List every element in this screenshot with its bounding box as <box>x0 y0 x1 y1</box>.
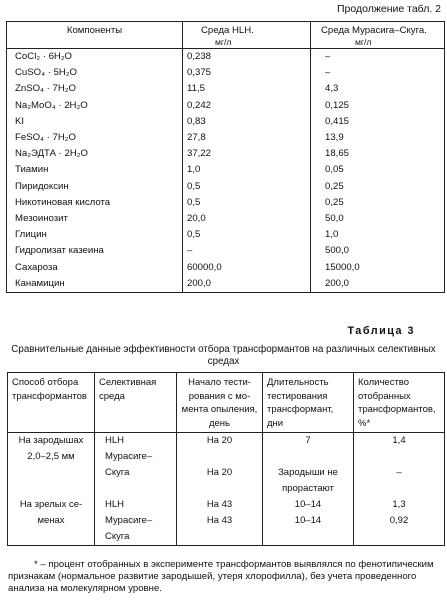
component-name-cell: FeSO₄ · 7H₂O <box>7 130 183 146</box>
start-cell: На 20 <box>177 433 263 450</box>
hlh-value-cell: 1,0 <box>183 162 311 178</box>
table-row <box>7 260 445 276</box>
ms-value-cell: 1,0 <box>311 227 445 243</box>
component-name-cell: CoCl₂ · 6H₂O <box>7 49 183 66</box>
header-components: Компоненты <box>7 22 183 49</box>
component-name-cell: Сахароза <box>7 260 183 276</box>
count-cell <box>354 449 445 465</box>
table-row <box>7 49 445 66</box>
ms-value-cell: 0,05 <box>311 162 445 178</box>
duration-cell: прорастают <box>263 481 354 497</box>
component-name-cell: Пиридоксин <box>7 179 183 195</box>
ms-value-cell: 0,25 <box>311 195 445 211</box>
duration-cell: 10–14 <box>263 497 354 513</box>
start-cell: На 43 <box>177 497 263 513</box>
component-name-cell: Na₂ЭДТА · 2H₂O <box>7 146 183 162</box>
duration-cell: 7 <box>263 433 354 450</box>
table-row <box>8 449 445 465</box>
component-name-cell: ZnSO₄ · 7H₂O <box>7 81 183 97</box>
ms-value-cell: 50,0 <box>311 211 445 227</box>
continuation-label: Продолжение табл. 2 <box>336 3 441 15</box>
ms-value-cell: – <box>311 49 445 66</box>
footnote: * – процент отобранных в эксперименте трансформантов выявлялся по фенотипическим признакам (нормальное развитие зародышей, утеря хлорофилла), без учета проведенного анализа на молекулярном уровне. <box>8 559 434 595</box>
method-cell: 2,0–2,5 мм <box>8 449 95 465</box>
table-row <box>8 513 445 529</box>
hlh-value-cell: 0,375 <box>183 65 311 81</box>
table-row <box>7 65 445 81</box>
ms-value-cell: 0,125 <box>311 98 445 114</box>
header-count: Количество отобранных трансформантов, %* <box>354 373 445 433</box>
hlh-value-cell: 11,5 <box>183 81 311 97</box>
method-cell: менах <box>8 513 95 529</box>
unit-ms: мг/л <box>355 37 372 47</box>
medium-cell: Скуга <box>95 465 177 481</box>
table-row <box>7 211 445 227</box>
hlh-value-cell: 0,5 <box>183 179 311 195</box>
ms-value-cell: 0,25 <box>311 179 445 195</box>
ms-value-cell: 18,65 <box>311 146 445 162</box>
count-cell <box>354 481 445 497</box>
duration-cell: Зародыши не <box>263 465 354 481</box>
hlh-value-cell: – <box>183 243 311 259</box>
table-row <box>7 195 445 211</box>
start-cell <box>177 449 263 465</box>
medium-cell: HLH <box>95 497 177 513</box>
table-row <box>7 243 445 259</box>
header-duration: Длительность тестирования трансформант, дни <box>263 373 354 433</box>
hlh-value-cell: 0,238 <box>183 49 311 66</box>
component-name-cell: Гидролизат казеина <box>7 243 183 259</box>
hlh-value-cell: 37,22 <box>183 146 311 162</box>
hlh-value-cell: 60000,0 <box>183 260 311 276</box>
hlh-value-cell: 200,0 <box>183 276 311 293</box>
hlh-value-cell: 27,8 <box>183 130 311 146</box>
table-row <box>7 162 445 178</box>
table-row <box>8 465 445 481</box>
method-cell <box>8 465 95 481</box>
unit-hlh: мг/л <box>215 37 232 47</box>
ms-value-cell: – <box>311 65 445 81</box>
medium-cell <box>95 481 177 497</box>
table-row <box>7 227 445 243</box>
count-cell: 1,4 <box>354 433 445 450</box>
table-3-label: Таблица 3 <box>347 325 415 337</box>
hlh-value-cell: 20,0 <box>183 211 311 227</box>
table-row <box>7 146 445 162</box>
ms-value-cell: 500,0 <box>311 243 445 259</box>
header-ms: Среда Мурасига–Скуга. мг/л <box>311 22 445 49</box>
method-cell <box>8 481 95 497</box>
header-hlh: Среда HLH. мг/л <box>183 22 311 49</box>
header-medium: Селективная среда <box>95 373 177 433</box>
medium-cell: HLH <box>95 433 177 450</box>
hlh-value-cell: 0,83 <box>183 114 311 130</box>
ms-value-cell: 4,3 <box>311 81 445 97</box>
table-row <box>7 98 445 114</box>
ms-value-cell: 13,9 <box>311 130 445 146</box>
duration-cell <box>263 449 354 465</box>
medium-cell: Мурасиге– <box>95 449 177 465</box>
component-name-cell: Na₂MoO₄ · 2H₂O <box>7 98 183 114</box>
count-cell <box>354 529 445 546</box>
header-method: Способ отбора трансформантов <box>8 373 95 433</box>
table-header-row <box>7 22 445 49</box>
hlh-value-cell: 0,5 <box>183 195 311 211</box>
duration-cell <box>263 529 354 546</box>
table-row <box>7 130 445 146</box>
component-name-cell: Глицин <box>7 227 183 243</box>
hlh-value-cell: 0,5 <box>183 227 311 243</box>
table-row <box>7 114 445 130</box>
component-name-cell: Никотиновая кислота <box>7 195 183 211</box>
ms-value-cell: 15000,0 <box>311 260 445 276</box>
count-cell: 0,92 <box>354 513 445 529</box>
medium-cell: Скуга <box>95 529 177 546</box>
ms-value-cell: 0,415 <box>311 114 445 130</box>
selection-efficiency-table <box>7 372 445 546</box>
media-composition-table <box>6 21 445 293</box>
start-cell <box>177 529 263 546</box>
component-name-cell: CuSO₄ · 5H₂O <box>7 65 183 81</box>
component-name-cell: KI <box>7 114 183 130</box>
table-row <box>8 497 445 513</box>
count-cell: – <box>354 465 445 481</box>
hlh-value-cell: 0,242 <box>183 98 311 114</box>
table-row <box>8 529 445 546</box>
ms-value-cell: 200,0 <box>311 276 445 293</box>
duration-cell: 10–14 <box>263 513 354 529</box>
method-cell: На зародышах <box>8 433 95 450</box>
component-name-cell: Мезоинозит <box>7 211 183 227</box>
table-row <box>8 433 445 450</box>
method-cell <box>8 529 95 546</box>
start-cell <box>177 481 263 497</box>
table-row <box>8 481 445 497</box>
header-start: Начало тести- рования с мо- мента опыления, день <box>177 373 263 433</box>
component-name-cell: Канамицин <box>7 276 183 293</box>
table-row <box>7 179 445 195</box>
method-cell: На зрелых се- <box>8 497 95 513</box>
start-cell: На 43 <box>177 513 263 529</box>
start-cell: На 20 <box>177 465 263 481</box>
count-cell: 1,3 <box>354 497 445 513</box>
table-row <box>7 81 445 97</box>
medium-cell: Мурасиге– <box>95 513 177 529</box>
table-3-title: Сравнительные данные эффективности отбора трансформантов на различных селективных средах <box>11 344 436 367</box>
component-name-cell: Тиамин <box>7 162 183 178</box>
table-row <box>7 276 445 293</box>
table-header-row <box>8 373 445 433</box>
